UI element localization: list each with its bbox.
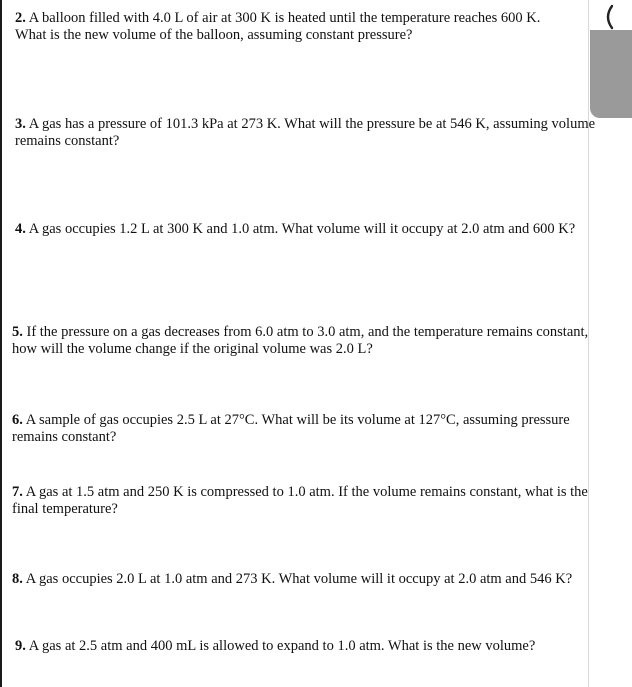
question-number: 6. bbox=[12, 412, 23, 428]
question-number: 2. bbox=[15, 10, 26, 26]
question-number: 8. bbox=[12, 571, 23, 587]
question-3 bbox=[15, 116, 605, 150]
question-4 bbox=[15, 221, 590, 238]
question-number: 7. bbox=[12, 484, 23, 500]
question-number: 3. bbox=[15, 116, 26, 132]
question-number: 5. bbox=[12, 324, 23, 340]
question-9 bbox=[15, 638, 605, 655]
question-number: 9. bbox=[15, 638, 26, 654]
question-text: A gas at 2.5 atm and 400 mL is allowed to expand to 1.0 atm. What is the new volume? bbox=[25, 638, 536, 654]
question-7 bbox=[12, 484, 602, 518]
question-number: 4. bbox=[15, 221, 26, 237]
chevron-left-icon[interactable] bbox=[598, 4, 618, 30]
question-text: A gas at 1.5 atm and 250 K is compressed to 1.0 atm. If the volume remains constant, what is the final temperature? bbox=[12, 484, 588, 517]
question-2 bbox=[15, 10, 575, 44]
question-text: If the pressure on a gas decreases from 6.0 atm to 3.0 atm, and the temperature remains constant, how will the volume change if the original volume was 2.0 L? bbox=[12, 324, 589, 357]
question-5 bbox=[12, 324, 602, 358]
question-8 bbox=[12, 571, 587, 588]
question-text: A balloon filled with 4.0 L of air at 300 K is heated until the temperature reaches 600 K. What is the new volume of the balloon, assuming constant pressure? bbox=[15, 10, 541, 43]
question-text: A gas has a pressure of 101.3 kPa at 273 K. What will the pressure be at 546 K, assuming volume remains constant? bbox=[15, 116, 596, 149]
question-6 bbox=[12, 412, 607, 446]
question-text: A gas occupies 1.2 L at 300 K and 1.0 atm. What volume will it occupy at 2.0 atm and 600 K? bbox=[25, 221, 576, 237]
page-left-edge bbox=[0, 0, 2, 687]
question-text: A gas occupies 2.0 L at 1.0 atm and 273 K. What volume will it occupy at 2.0 atm and 546 K? bbox=[22, 571, 573, 587]
question-text: A sample of gas occupies 2.5 L at 27°C. What will be its volume at 127°C, assuming pressure remains constant? bbox=[12, 412, 570, 445]
